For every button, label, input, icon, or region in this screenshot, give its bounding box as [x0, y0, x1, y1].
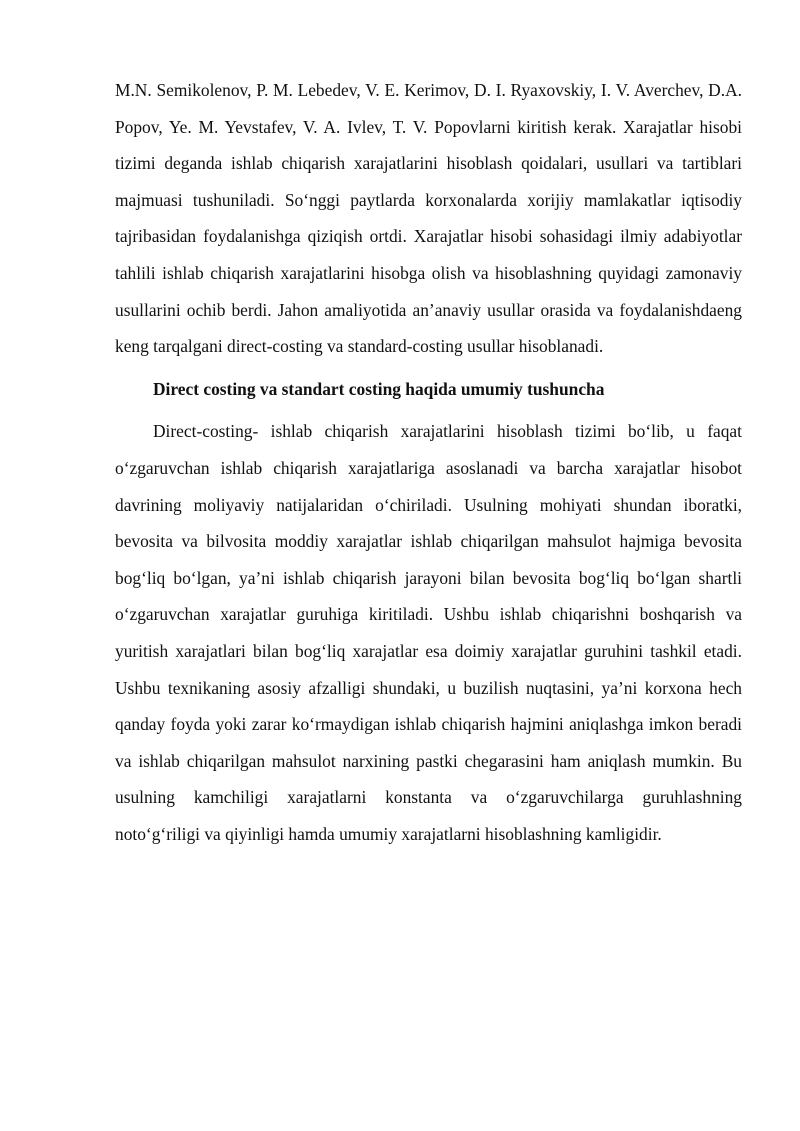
section-heading: Direct costing va standart costing haqida umumiy tushuncha [153, 378, 605, 399]
body-paragraph: M.N. Semikolenov, P. M. Lebedev, V. E. Kerimov, D. I. Ryaxovskiy, I. V. Averchev, D.A. Popov, Ye. M. Yevstafev, V. A. Ivlev, T. V. Popovlarni kiritish kerak. Xarajatlar hisobi tizimi deganda ishlab chiqarish xarajatlarini hisoblash qoidalari, usullari va tartiblari majmuasi tushuniladi. So‘nggi paytlarda korxonalarda xorijiy mamlakatlar iqtisodiy tajribasidan foydalanishga qiziqish ortdi. Xarajatlar hisobi sohasidagi ilmiy adabiyotlar tahlili ishlab chiqarish xarajatlarini hisobga olish va hisoblashning quyidagi zamonaviy usullarini ochib berdi. Jahon amaliyotida an’anaviy usullar orasida va foydalanishdaeng keng tarqalgani direct-costing va standard-costing usullar hisoblanadi. [115, 80, 742, 357]
body-paragraph: Direct-costing- ishlab chiqarish xarajatlarini hisoblash tizimi bo‘lib, u faqat o‘zgaruvchan ishlab chiqarish xarajatlariga asoslanadi va barcha xarajatlar hisobot davrining moliyaviy natijalaridan o‘chiriladi. Usulning mohiyati shundan iboratki, bevosita va bilvosita moddiy xarajatlar ishlab chiqarilgan mahsulot hajmiga bevosita bog‘liq bo‘lgan, ya’ni ishlab chiqarish jarayoni bilan bevosita bog‘liq bo‘lgan shartli o‘zgaruvchan xarajatlar guruhiga kiritiladi. Ushbu ishlab chiqarishni boshqarish va yuritish xarajatlari bilan bog‘liq xarajatlar esa doimiy xarajatlar guruhini tashkil etadi. Ushbu texnikaning asosiy afzalligi shundaki, u buzilish nuqtasini, ya’ni korxona hech qanday foyda yoki zarar ko‘rmaydigan ishlab chiqarish hajmini aniqlashga imkon beradi va ishlab chiqarilgan mahsulot narxining pastki chegarasini ham aniqlash mumkin. Bu usulning kamchiligi xarajatlarni konstanta va o‘zgaruvchilarga guruhlashning noto‘g‘riligi va qiyinligi hamda umumiy xarajatlarni hisoblashning kamligidir. [115, 421, 742, 844]
document-page [115, 72, 742, 852]
